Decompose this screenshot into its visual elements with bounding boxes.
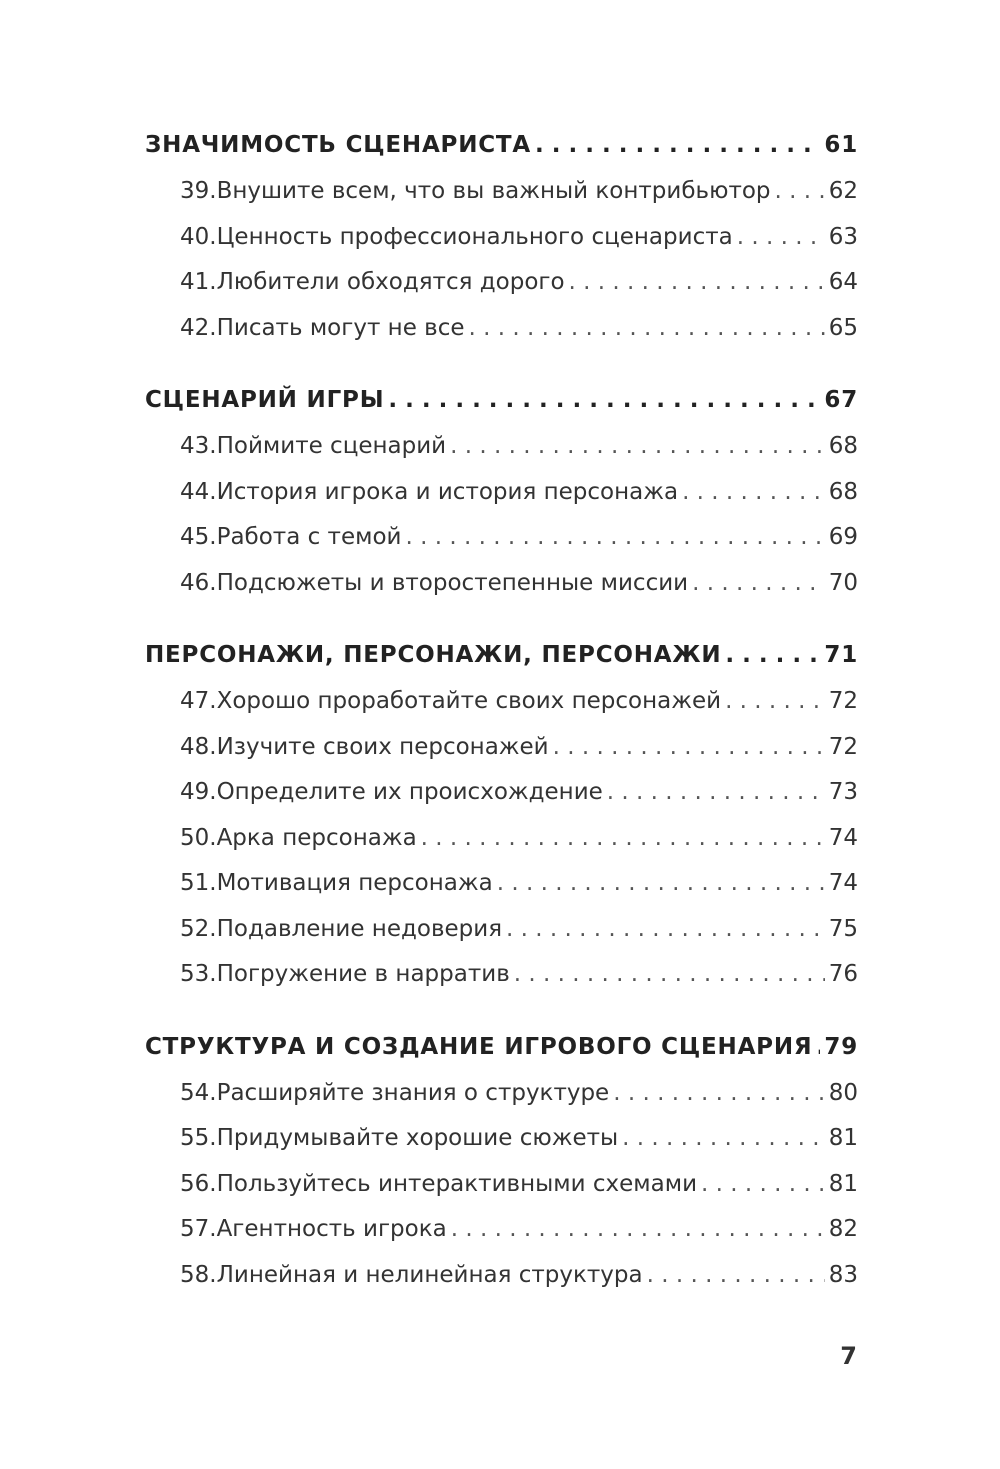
entry-title: Арка персонажа: [216, 824, 417, 851]
toc-section: [145, 1034, 858, 1308]
toc-entry[interactable]: [145, 870, 858, 916]
entry-title: Поймите сценарий: [216, 433, 447, 459]
entry-page-number: 70: [828, 569, 858, 596]
dot-leader: [469, 315, 825, 341]
section-title: СТРУКТУРА И СОЗДАНИЕ ИГРОВОГО СЦЕНАРИЯ: [145, 1033, 813, 1060]
dot-leader: [725, 688, 825, 714]
dot-leader: [701, 1171, 825, 1197]
toc-section: [145, 642, 858, 1007]
entry-title: Писать могут не все: [216, 314, 465, 341]
entry-page-number: 62: [828, 178, 858, 204]
entry-title: Хорошо проработайте своих персонажей: [216, 688, 722, 714]
section-page-number: 61: [824, 132, 858, 158]
entry-number: 48.: [180, 733, 217, 760]
entry-title: Агентность игрока: [216, 1216, 447, 1242]
toc-entry[interactable]: [145, 315, 858, 361]
entry-title: Ценность профессионального сценариста: [216, 223, 733, 250]
entry-page-number: 76: [828, 961, 858, 987]
toc-entry[interactable]: [145, 1125, 858, 1171]
section-page-number: 79: [824, 1033, 858, 1060]
entry-number: 47.: [180, 688, 217, 714]
toc-entry[interactable]: [145, 1216, 858, 1262]
dot-leader: [613, 1080, 825, 1106]
entry-title: Подсюжеты и второстепенные миссии: [216, 569, 689, 596]
entry-page-number: 63: [828, 223, 858, 250]
dot-leader: [647, 1262, 825, 1288]
dot-leader: [607, 779, 825, 805]
toc-entry[interactable]: [145, 961, 858, 1007]
toc-entry[interactable]: [145, 1171, 858, 1217]
table-of-contents: [145, 132, 858, 1334]
entry-title: История игрока и история персонажа: [216, 478, 679, 505]
entry-page-number: 68: [828, 478, 858, 505]
page-number: 7: [840, 1342, 857, 1370]
entry-number: 51.: [180, 870, 217, 896]
toc-entry[interactable]: [145, 916, 858, 962]
entry-page-number: 81: [828, 1170, 858, 1197]
entry-number: 45.: [180, 524, 217, 550]
entry-page-number: 73: [828, 779, 858, 805]
toc-entry[interactable]: [145, 1080, 858, 1126]
section-page-number: 67: [824, 387, 858, 413]
toc-entry[interactable]: [145, 825, 858, 871]
entry-number: 52.: [180, 915, 217, 942]
toc-entry[interactable]: [145, 779, 858, 825]
entry-title: Придумывайте хорошие сюжеты: [216, 1125, 619, 1151]
entry-page-number: 64: [828, 269, 858, 295]
entry-page-number: 75: [828, 915, 858, 942]
entry-title: Пользуйтесь интерактивными схемами: [216, 1170, 698, 1197]
toc-entry[interactable]: [145, 734, 858, 780]
toc-entry[interactable]: [145, 1262, 858, 1308]
section-heading[interactable]: [145, 132, 858, 178]
entry-title: Внушите всем, что вы важный контрибьютор: [216, 178, 771, 204]
toc-entry[interactable]: [145, 570, 858, 616]
entry-number: 44.: [180, 478, 217, 505]
dot-leader: [737, 224, 825, 250]
section-heading[interactable]: [145, 642, 858, 688]
entry-number: 41.: [180, 269, 217, 295]
toc-entry[interactable]: [145, 433, 858, 479]
entry-number: 54.: [180, 1079, 217, 1106]
dot-leader: [451, 1216, 825, 1242]
dot-leader: [775, 178, 825, 204]
entry-number: 57.: [180, 1216, 217, 1242]
dot-leader: [725, 642, 820, 668]
entry-page-number: 74: [828, 870, 858, 896]
dot-leader: [692, 570, 825, 596]
entry-title: Изучите своих персонажей: [216, 733, 549, 760]
toc-entry[interactable]: [145, 269, 858, 315]
section-title: ПЕРСОНАЖИ, ПЕРСОНАЖИ, ПЕРСОНАЖИ: [145, 642, 722, 668]
entry-page-number: 74: [828, 824, 858, 851]
entry-title: Погружение в нарратив: [216, 961, 510, 987]
dot-leader: [388, 387, 820, 413]
entry-title: Подавление недоверия: [216, 915, 503, 942]
entry-number: 53.: [180, 961, 217, 987]
dot-leader: [569, 269, 825, 295]
toc-section: [145, 132, 858, 360]
entry-page-number: 80: [828, 1079, 858, 1106]
entry-number: 56.: [180, 1170, 217, 1197]
dot-leader: [497, 870, 825, 896]
dot-leader: [421, 825, 825, 851]
entry-page-number: 68: [828, 433, 858, 459]
dot-leader: [535, 132, 820, 158]
dot-leader: [553, 734, 825, 760]
entry-page-number: 72: [828, 733, 858, 760]
entry-page-number: 72: [828, 688, 858, 714]
section-heading[interactable]: [145, 1034, 858, 1080]
entry-page-number: 82: [828, 1216, 858, 1242]
entry-number: 43.: [180, 433, 217, 459]
entry-number: 50.: [180, 824, 217, 851]
entry-title: Расширяйте знания о структуре: [216, 1079, 610, 1106]
dot-leader: [622, 1125, 825, 1151]
entry-number: 42.: [180, 314, 217, 341]
entry-number: 55.: [180, 1125, 217, 1151]
toc-entry[interactable]: [145, 688, 858, 734]
toc-entry[interactable]: [145, 178, 858, 224]
entry-number: 49.: [180, 779, 217, 805]
entry-number: 58.: [180, 1261, 217, 1288]
dot-leader: [514, 961, 825, 987]
dot-leader: [405, 524, 824, 550]
entry-title: Линейная и нелинейная структура: [216, 1261, 643, 1288]
dot-leader: [450, 433, 825, 459]
entry-title: Мотивация персонажа: [216, 870, 493, 896]
entry-number: 46.: [180, 569, 217, 596]
entry-title: Определите их происхождение: [216, 779, 603, 805]
section-page-number: 71: [824, 642, 858, 668]
section-title: ЗНАЧИМОСТЬ СЦЕНАРИСТА: [145, 132, 532, 158]
entry-page-number: 83: [828, 1261, 858, 1288]
dot-leader: [682, 479, 825, 505]
dot-leader: [506, 916, 825, 942]
entry-number: 40.: [180, 223, 217, 250]
toc-section: [145, 387, 858, 615]
dot-leader: [816, 1034, 820, 1060]
entry-page-number: 81: [828, 1125, 858, 1151]
entry-title: Работа с темой: [216, 524, 402, 550]
section-heading[interactable]: [145, 387, 858, 433]
entry-page-number: 65: [828, 314, 858, 341]
toc-entry[interactable]: [145, 479, 858, 525]
toc-entry[interactable]: [145, 224, 858, 270]
toc-entry[interactable]: [145, 524, 858, 570]
entry-number: 39.: [180, 178, 217, 204]
entry-title: Любители обходятся дорого: [216, 269, 565, 295]
section-title: СЦЕНАРИЙ ИГРЫ: [145, 387, 385, 413]
entry-page-number: 69: [828, 524, 858, 550]
